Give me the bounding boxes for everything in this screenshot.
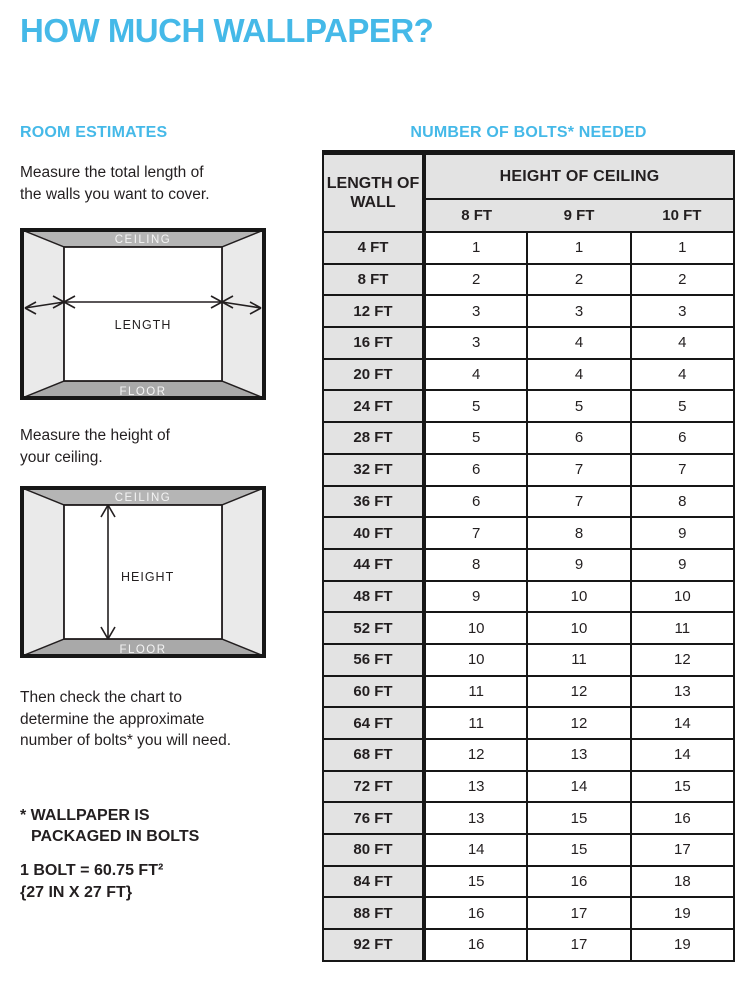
ceiling-height-header: 10 FT: [631, 199, 734, 232]
bolt-count-cell: 13: [424, 771, 527, 803]
bolt-count-cell: 15: [424, 866, 527, 898]
ceiling-label: CEILING: [114, 234, 172, 246]
bolts-needed-heading: NUMBER OF BOLTS* NEEDED: [410, 124, 647, 141]
step-measure-height: [20, 425, 170, 468]
bolt-count-cell: 14: [527, 771, 630, 803]
wall-length-cell: 52 FT: [323, 612, 424, 644]
table-row: [323, 486, 734, 518]
bolt-count-cell: 7: [631, 454, 734, 486]
table-row: [323, 707, 734, 739]
bolt-count-cell: 10: [424, 612, 527, 644]
bolt-count-cell: 9: [631, 517, 734, 549]
right-wall-surface: [222, 488, 264, 656]
bolt-count-cell: 9: [527, 549, 630, 581]
bolt-count-cell: 12: [527, 707, 630, 739]
table-row: [323, 676, 734, 708]
bolt-count-cell: 6: [424, 486, 527, 518]
ceiling-height-header: 8 FT: [424, 199, 527, 232]
bolt-count-cell: 3: [424, 327, 527, 359]
table-row: [323, 295, 734, 327]
bolt-info-line: {27 IN X 27 FT}: [20, 884, 133, 901]
wall-length-cell: 40 FT: [323, 517, 424, 549]
bolt-count-cell: 11: [527, 644, 630, 676]
wall-length-cell: 28 FT: [323, 422, 424, 454]
bolt-count-cell: 5: [424, 422, 527, 454]
bolt-count-cell: 4: [631, 327, 734, 359]
step-text-line: number of bolts* you will need.: [20, 732, 232, 749]
height-label: HEIGHT: [121, 570, 175, 584]
wall-length-cell: 80 FT: [323, 834, 424, 866]
bolt-count-cell: 2: [527, 264, 630, 296]
bolt-info-line: 1 BOLT = 60.75 FT²: [20, 862, 164, 879]
table-row: [323, 454, 734, 486]
bolt-count-cell: 9: [424, 581, 527, 613]
table-row: [323, 390, 734, 422]
page-title: HOW MUCH WALLPAPER?: [20, 12, 434, 49]
bolt-count-cell: 14: [424, 834, 527, 866]
bolt-count-cell: 4: [631, 359, 734, 391]
footnote-line: PACKAGED IN BOLTS: [31, 828, 200, 845]
bolt-count-cell: 17: [527, 897, 630, 929]
bolt-count-cell: 16: [527, 866, 630, 898]
table-row: [323, 327, 734, 359]
wall-length-cell: 56 FT: [323, 644, 424, 676]
ceiling-height-header: 9 FT: [527, 199, 630, 232]
bolts-needed-table: [322, 150, 735, 962]
wall-length-cell: 44 FT: [323, 549, 424, 581]
bolt-count-cell: 8: [631, 486, 734, 518]
bolt-count-cell: 13: [424, 802, 527, 834]
step-measure-length: [20, 162, 210, 205]
left-wall-surface: [22, 488, 64, 656]
wall-length-cell: 84 FT: [323, 866, 424, 898]
bolt-count-cell: 16: [424, 897, 527, 929]
bolt-count-cell: 3: [527, 295, 630, 327]
bolt-count-cell: 6: [424, 454, 527, 486]
bolt-count-cell: 7: [527, 454, 630, 486]
wall-length-column-header: LENGTH OF WALL: [323, 153, 424, 233]
bolt-count-cell: 10: [527, 612, 630, 644]
table-row: [323, 802, 734, 834]
wallpaper-bolts-footnote: [20, 805, 199, 847]
wall-length-cell: 60 FT: [323, 676, 424, 708]
wall-length-cell: 64 FT: [323, 707, 424, 739]
bolt-count-cell: 11: [424, 676, 527, 708]
wall-length-cell: 36 FT: [323, 486, 424, 518]
floor-label: FLOOR: [119, 644, 167, 656]
step-text-line: the walls you want to cover.: [20, 185, 210, 203]
step-text-line: Then check the chart to: [20, 689, 182, 706]
bolt-count-cell: 6: [631, 422, 734, 454]
bolt-count-cell: 13: [631, 676, 734, 708]
bolt-count-cell: 1: [424, 232, 527, 264]
bolt-count-cell: 7: [424, 517, 527, 549]
bolt-count-cell: 2: [631, 264, 734, 296]
room-length-diagram: [20, 228, 266, 400]
room-height-diagram: [20, 486, 266, 658]
bolt-count-cell: 19: [631, 929, 734, 961]
bolt-count-cell: 17: [527, 929, 630, 961]
bolt-count-cell: 16: [424, 929, 527, 961]
bolt-count-cell: 1: [631, 232, 734, 264]
bolt-count-cell: 11: [424, 707, 527, 739]
wall-length-cell: 16 FT: [323, 327, 424, 359]
step-text-line: your ceiling.: [20, 448, 103, 466]
bolt-count-cell: 2: [424, 264, 527, 296]
bolt-count-cell: 6: [527, 422, 630, 454]
wall-length-cell: 4 FT: [323, 232, 424, 264]
bolt-count-cell: 3: [424, 295, 527, 327]
table-row: [323, 612, 734, 644]
wall-length-cell: 24 FT: [323, 390, 424, 422]
bolt-count-cell: 5: [424, 390, 527, 422]
bolt-count-cell: 8: [527, 517, 630, 549]
wall-length-cell: 72 FT: [323, 771, 424, 803]
step-text-line: Measure the height of: [20, 427, 170, 444]
wall-length-cell: 92 FT: [323, 929, 424, 961]
bolts-table-body: [323, 232, 734, 961]
table-row: [323, 866, 734, 898]
back-wall-surface: [64, 247, 222, 381]
bolt-count-cell: 4: [527, 327, 630, 359]
bolt-size-info: [20, 860, 163, 904]
bolt-count-cell: 10: [631, 581, 734, 613]
bolt-count-cell: 1: [527, 232, 630, 264]
step-text-line: determine the approximate: [20, 710, 205, 728]
bolt-count-cell: 16: [631, 802, 734, 834]
bolt-count-cell: 3: [631, 295, 734, 327]
bolt-count-cell: 12: [527, 676, 630, 708]
floor-label: FLOOR: [119, 386, 167, 398]
bolt-count-cell: 10: [424, 644, 527, 676]
table-row: [323, 517, 734, 549]
bolt-count-cell: 12: [424, 739, 527, 771]
table-row: [323, 422, 734, 454]
room-estimates-heading: ROOM ESTIMATES: [20, 124, 168, 141]
bolt-count-cell: 14: [631, 707, 734, 739]
bolt-count-cell: 18: [631, 866, 734, 898]
bolt-count-cell: 7: [527, 486, 630, 518]
bolt-count-cell: 4: [527, 359, 630, 391]
bolt-count-cell: 17: [631, 834, 734, 866]
table-row: [323, 834, 734, 866]
table-row: [323, 739, 734, 771]
wall-length-cell: 12 FT: [323, 295, 424, 327]
bolt-count-cell: 14: [631, 739, 734, 771]
table-row: [323, 232, 734, 264]
bolt-count-cell: 15: [527, 802, 630, 834]
bolt-count-cell: 11: [631, 612, 734, 644]
left-wall-surface: [22, 230, 64, 398]
bolt-count-cell: 19: [631, 897, 734, 929]
wall-length-cell: 68 FT: [323, 739, 424, 771]
step-text-line: Measure the total length of: [20, 164, 204, 181]
wall-length-cell: 76 FT: [323, 802, 424, 834]
table-row: [323, 581, 734, 613]
bolt-count-cell: 4: [424, 359, 527, 391]
ceiling-height-group-header: HEIGHT OF CEILING: [424, 153, 734, 200]
table-row: [323, 771, 734, 803]
wall-length-cell: 88 FT: [323, 897, 424, 929]
table-row: [323, 264, 734, 296]
step-check-chart: [20, 687, 231, 752]
bolt-count-cell: 8: [424, 549, 527, 581]
bolt-count-cell: 5: [631, 390, 734, 422]
wall-length-cell: 48 FT: [323, 581, 424, 613]
table-row: [323, 359, 734, 391]
bolt-count-cell: 9: [631, 549, 734, 581]
wall-length-cell: 32 FT: [323, 454, 424, 486]
ceiling-label: CEILING: [114, 492, 172, 504]
wall-length-cell: 20 FT: [323, 359, 424, 391]
table-row: [323, 929, 734, 961]
length-label: LENGTH: [114, 318, 172, 332]
bolt-count-cell: 12: [631, 644, 734, 676]
right-wall-surface: [222, 230, 264, 398]
wall-length-cell: 8 FT: [323, 264, 424, 296]
footnote-line: * WALLPAPER IS: [20, 807, 150, 824]
bolt-count-cell: 15: [527, 834, 630, 866]
table-row: [323, 644, 734, 676]
bolt-count-cell: 15: [631, 771, 734, 803]
bolt-count-cell: 10: [527, 581, 630, 613]
bolt-count-cell: 5: [527, 390, 630, 422]
table-row: [323, 549, 734, 581]
table-row: [323, 897, 734, 929]
bolt-count-cell: 13: [527, 739, 630, 771]
